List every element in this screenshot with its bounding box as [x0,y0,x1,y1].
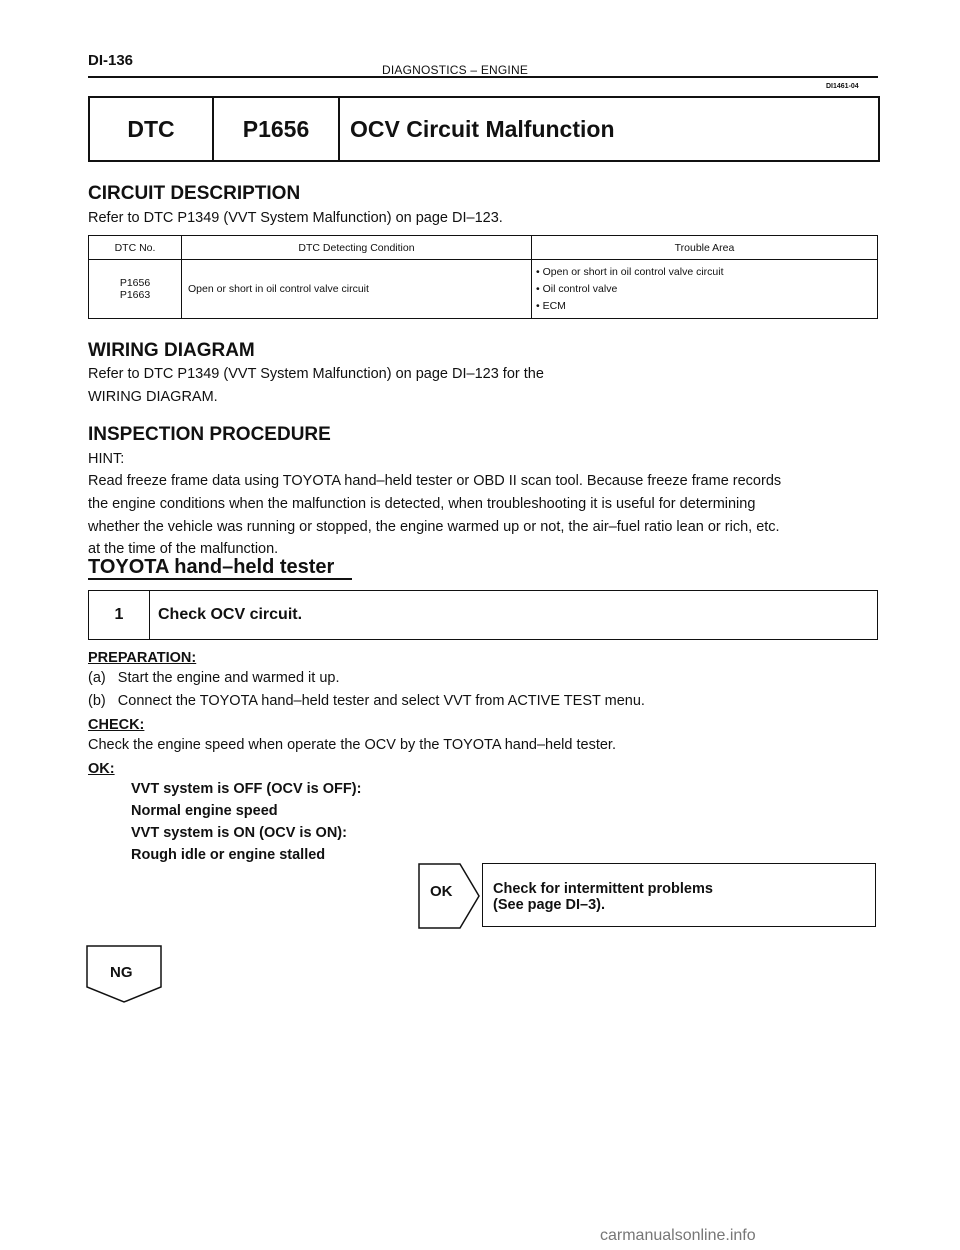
section-header: DIAGNOSTICS – ENGINE [382,63,529,77]
trouble-area-item: • Oil control valve [536,282,618,295]
table-header-trouble-area: Trouble Area [532,236,878,260]
ng-tag-label: NG [110,964,133,981]
circuit-description-text: Refer to DTC P1349 (VVT System Malfunction) on page DI–123. [88,210,503,226]
hint-line: at the time of the malfunction. [88,541,279,557]
wiring-diagram-heading: WIRING DIAGRAM [88,340,255,361]
preparation-step-b: (b) Connect the TOYOTA hand–held tester and select VVT from ACTIVE TEST menu. [88,693,645,709]
ok-criteria-line: VVT system is ON (OCV is ON): [131,825,347,841]
hint-line: the engine conditions when the malfunction is detected, when troubleshooting it is useful for determining [88,496,756,512]
ok-criteria-line: VVT system is OFF (OCV is OFF): [131,781,362,797]
wiring-diagram-line2: WIRING DIAGRAM. [88,389,218,405]
dtc-number: P1656 [119,277,151,289]
check-text: Check the engine speed when operate the OCV by the TOYOTA hand–held tester. [88,737,616,753]
step-title: Check OCV circuit. [158,606,303,623]
dtc-table [88,235,878,319]
page-number: DI-136 [88,52,134,69]
dtc-numbers-cell [89,260,182,319]
table-row [89,260,878,319]
preparation-label: PREPARATION: [88,650,197,666]
step-1-box [88,590,878,640]
table-header-row [89,236,878,260]
dtc-banner [88,96,880,162]
header-rule [88,76,878,78]
tester-heading-rule [88,578,352,580]
ok-result-box [482,863,876,927]
check-label: CHECK: [88,717,145,733]
inspection-procedure-heading: INSPECTION PROCEDURE [88,424,331,445]
trouble-area-item: • Open or short in oil control valve circuit [536,265,724,278]
table-header-dtc-no: DTC No. [89,236,182,260]
condition-cell: Open or short in oil control valve circuit [182,260,532,319]
trouble-area-cell [532,260,878,319]
document-code: DI1461-04 [826,83,859,90]
circuit-description-heading: CIRCUIT DESCRIPTION [88,183,301,204]
ok-criteria-line: Rough idle or engine stalled [131,847,326,863]
wiring-diagram-line1: Refer to DTC P1349 (VVT System Malfunction) on page DI–123 for the [88,366,544,382]
watermark: carmanualsonline.info [600,1227,756,1244]
dtc-title: OCV Circuit Malfunction [350,115,615,142]
preparation-step-a: (a) Start the engine and warmed it up. [88,670,340,686]
table-header-condition: DTC Detecting Condition [182,236,532,260]
hint-label: HINT: [88,451,125,467]
dtc-number: P1663 [119,289,151,301]
ok-result-line2: (See page DI–3). [493,897,606,913]
ok-tag-label: OK [430,883,453,900]
ok-criteria-line: Normal engine speed [131,803,278,819]
ok-result-line1: Check for intermittent problems [493,881,713,897]
tester-heading: TOYOTA hand–held tester [88,556,335,578]
dtc-label: DTC [90,98,214,160]
dtc-code: P1656 [214,98,340,160]
hint-line: Read freeze frame data using TOYOTA hand–held tester or OBD II scan tool. Because freeze frame records [88,473,782,489]
hint-line: whether the vehicle was running or stopped, the engine warmed up or not, the air–fuel ratio lean or rich, etc. [88,519,780,535]
ok-criteria-label: OK: [88,761,115,777]
trouble-area-item: • ECM [536,299,566,312]
step-number: 1 [89,591,150,639]
